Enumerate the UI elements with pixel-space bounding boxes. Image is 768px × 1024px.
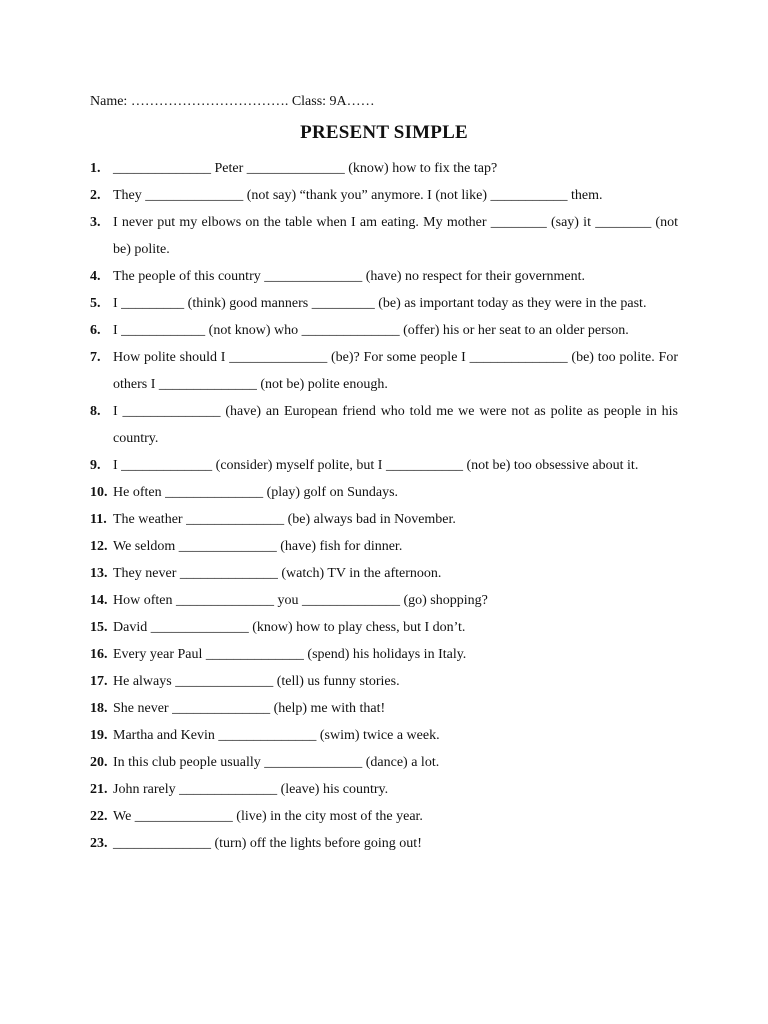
item-number: 10.	[90, 485, 108, 500]
item-text: How often ______________ you ______________ (go) shopping?	[113, 593, 488, 608]
exercise-item	[90, 560, 678, 587]
item-number: 22.	[90, 809, 108, 824]
exercise-item	[90, 614, 678, 641]
item-text: David ______________ (know) how to play chess, but I don’t.	[113, 620, 466, 635]
exercise-item	[90, 290, 678, 317]
item-text: They ______________ (not say) “thank you” anymore. I (not like) ___________ them.	[113, 188, 603, 203]
item-text: I ____________ (not know) who ______________ (offer) his or her seat to an older person.	[113, 323, 629, 338]
item-number: 9.	[90, 458, 101, 473]
exercise-item	[90, 641, 678, 668]
item-text: Every year Paul ______________ (spend) his holidays in Italy.	[113, 647, 467, 662]
item-text: The weather ______________ (be) always bad in November.	[113, 512, 456, 527]
item-number: 18.	[90, 701, 108, 716]
item-text: Martha and Kevin ______________ (swim) twice a week.	[113, 728, 440, 743]
exercise-item	[90, 506, 678, 533]
exercise-item	[90, 803, 678, 830]
item-number: 19.	[90, 728, 108, 743]
exercise-item	[90, 479, 678, 506]
item-number: 13.	[90, 566, 108, 581]
item-text: The people of this country ______________ (have) no respect for their government.	[113, 269, 585, 284]
exercise-item	[90, 830, 678, 857]
exercise-item	[90, 695, 678, 722]
item-number: 23.	[90, 836, 108, 851]
item-number: 17.	[90, 674, 108, 689]
item-text: He always ______________ (tell) us funny stories.	[113, 674, 400, 689]
exercise-item	[90, 452, 678, 479]
item-text: How polite should I ______________ (be)? For some people I ______________ (be) too polite. For others I ______________ (not be) polite enough.	[113, 350, 678, 392]
item-text: I ______________ (have) an European friend who told me we were not as polite as people in his country.	[113, 404, 678, 446]
item-text: We ______________ (live) in the city most of the year.	[113, 809, 423, 824]
exercise-item	[90, 263, 678, 290]
exercise-item	[90, 209, 678, 263]
item-number: 1.	[90, 161, 101, 176]
item-text: ______________ (turn) off the lights before going out!	[113, 836, 422, 851]
item-number: 11.	[90, 512, 107, 527]
item-number: 20.	[90, 755, 108, 770]
item-text: He often ______________ (play) golf on Sundays.	[113, 485, 399, 500]
exercise-item	[90, 668, 678, 695]
name-class-line: Name: ……………………………. Class: 9A……	[90, 94, 375, 109]
item-number: 2.	[90, 188, 101, 203]
item-text: John rarely ______________ (leave) his country.	[113, 782, 389, 797]
exercise-item	[90, 182, 678, 209]
item-text: I _________ (think) good manners _________ (be) as important today as they were in the past.	[113, 296, 647, 311]
item-number: 6.	[90, 323, 101, 338]
exercise-item	[90, 587, 678, 614]
item-text: They never ______________ (watch) TV in the afternoon.	[113, 566, 442, 581]
item-text: We seldom ______________ (have) fish for dinner.	[113, 539, 403, 554]
item-number: 8.	[90, 404, 101, 419]
item-number: 21.	[90, 782, 108, 797]
item-text: She never ______________ (help) me with that!	[113, 701, 386, 716]
exercise-item	[90, 776, 678, 803]
page-title: PRESENT SIMPLE	[300, 122, 468, 143]
exercise-item	[90, 155, 678, 182]
item-number: 16.	[90, 647, 108, 662]
exercise-item	[90, 533, 678, 560]
item-text: I never put my elbows on the table when I am eating. My mother ________ (say) it ________ (not be) polite.	[113, 215, 678, 257]
item-number: 5.	[90, 296, 101, 311]
exercise-item	[90, 317, 678, 344]
item-text: ______________ Peter ______________ (know) how to fix the tap?	[113, 161, 498, 176]
item-number: 7.	[90, 350, 101, 365]
exercise-item	[90, 344, 678, 398]
item-text: In this club people usually ______________ (dance) a lot.	[113, 755, 440, 770]
exercise-list	[90, 155, 678, 857]
item-number: 14.	[90, 593, 108, 608]
exercise-item	[90, 722, 678, 749]
item-text: I _____________ (consider) myself polite, but I ___________ (not be) too obsessive about it.	[113, 458, 639, 473]
item-number: 12.	[90, 539, 108, 554]
item-number: 3.	[90, 215, 101, 230]
item-number: 15.	[90, 620, 108, 635]
item-number: 4.	[90, 269, 101, 284]
exercise-item	[90, 749, 678, 776]
exercise-item	[90, 398, 678, 452]
